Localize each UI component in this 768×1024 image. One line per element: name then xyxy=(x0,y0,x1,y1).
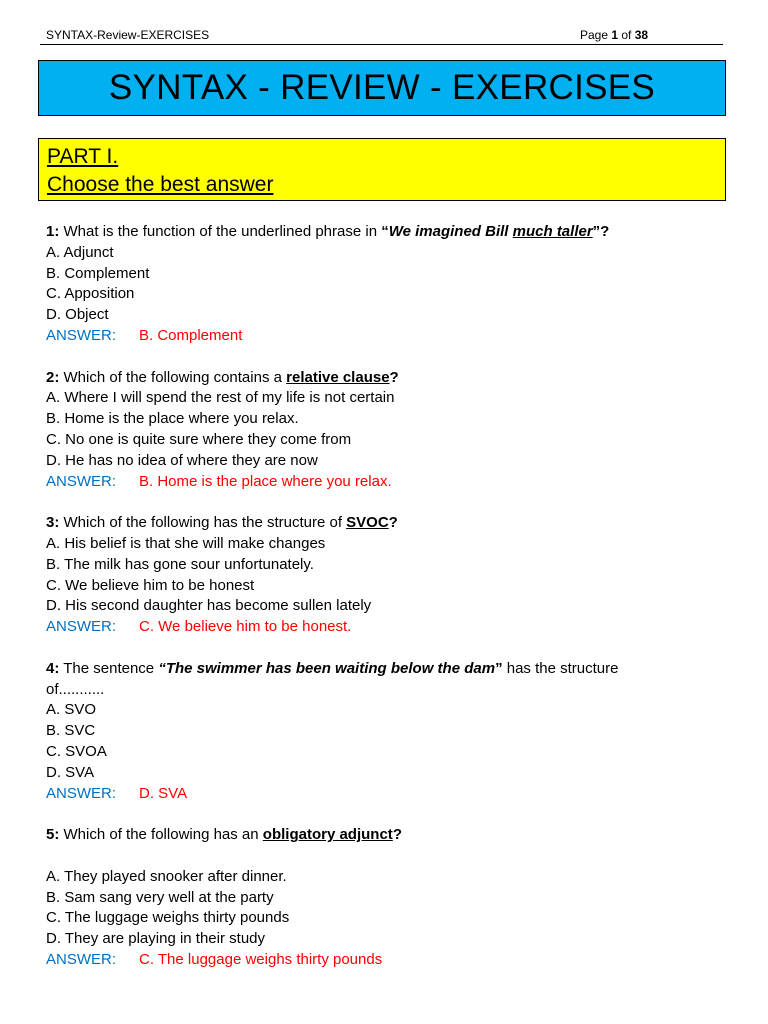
question-4 xyxy=(46,659,726,805)
option-b: B. Home is the place where you relax. xyxy=(46,410,299,428)
option-a: A. Adjunct xyxy=(46,243,114,261)
question-1 xyxy=(46,222,726,347)
title-banner xyxy=(38,60,726,116)
quote-close: ”? xyxy=(592,223,610,240)
answer-value: C. The luggage weighs thirty pounds xyxy=(139,950,383,968)
question-stem xyxy=(46,222,726,243)
question-number: 2: xyxy=(46,368,60,386)
question-2 xyxy=(46,368,726,493)
question-mark: ? xyxy=(392,826,402,844)
page-prefix: Page xyxy=(580,28,612,42)
answer-label: ANSWER: xyxy=(46,326,117,344)
answer-value: C. We believe him to be honest. xyxy=(139,618,352,636)
answer-label: ANSWER: xyxy=(46,950,117,968)
option-c: C. The luggage weighs thirty pounds xyxy=(46,909,290,927)
question-number: 5: xyxy=(46,826,60,844)
page-total: 38 xyxy=(634,28,649,42)
header-doc-title: SYNTAX-Review-EXERCISES xyxy=(46,28,210,42)
option-a: A. His belief is that she will make changes xyxy=(46,534,326,552)
question-text: What is the function of the underlined phrase in xyxy=(59,223,382,240)
question-list xyxy=(46,222,726,971)
part-label: PART I. xyxy=(47,145,119,168)
option-d: D. He has no idea of where they are now xyxy=(46,451,318,469)
question-keyword: obligatory adjunct xyxy=(262,826,393,844)
option-b: B. SVC xyxy=(46,722,96,740)
question-stem xyxy=(46,368,726,389)
question-5 xyxy=(46,825,726,971)
quote-open: “ xyxy=(381,223,389,240)
answer-value: D. SVA xyxy=(139,784,188,802)
option-c: C. We believe him to be honest xyxy=(46,576,255,594)
answer-label: ANSWER: xyxy=(46,784,117,802)
option-c: C. SVOA xyxy=(46,742,107,760)
answer-value: B. Home is the place where you relax. xyxy=(139,472,392,490)
option-a: A. They played snooker after dinner. xyxy=(46,867,287,885)
option-d: D. Object xyxy=(46,306,109,324)
option-a: A. SVO xyxy=(46,701,97,719)
part-banner xyxy=(38,138,726,201)
option-d: D. They are playing in their study xyxy=(46,930,266,948)
answer-label: ANSWER: xyxy=(46,472,117,490)
option-b: B. Sam sang very well at the party xyxy=(46,888,274,906)
question-mark: ? xyxy=(389,368,399,386)
question-continuation: of........... xyxy=(46,680,105,698)
question-keyword: SVOC xyxy=(346,514,389,532)
question-text: Which of the following has the structure of xyxy=(59,514,347,532)
option-d: D. SVA xyxy=(46,763,95,781)
question-stem xyxy=(46,659,726,680)
underlined-phrase: much taller xyxy=(512,223,593,240)
option-d: D. His second daughter has become sullen lately xyxy=(46,597,372,615)
question-text-after: has the structure xyxy=(502,659,619,677)
quoted-sentence: We imagined Bill xyxy=(388,223,513,240)
answer-line xyxy=(46,472,726,493)
option-b: B. The milk has gone sour unfortunately. xyxy=(46,555,314,573)
question-text: Which of the following has an xyxy=(59,826,263,844)
question-number: 4: xyxy=(46,659,60,677)
answer-line xyxy=(46,326,726,347)
answer-line xyxy=(46,617,726,638)
question-stem xyxy=(46,513,726,534)
question-number: 3: xyxy=(46,514,60,532)
answer-label: ANSWER: xyxy=(46,618,117,636)
answer-line xyxy=(46,950,726,971)
question-number: 1: xyxy=(46,223,60,240)
header-page-number xyxy=(580,28,648,42)
question-mark: ? xyxy=(388,514,398,532)
question-text: Which of the following contains a xyxy=(59,368,287,386)
question-text: The sentence xyxy=(59,659,159,677)
quote-close: ” xyxy=(495,659,503,677)
question-stem xyxy=(46,825,726,846)
answer-line xyxy=(46,784,726,805)
option-b: B. Complement xyxy=(46,264,150,282)
option-c: C. No one is quite sure where they come from xyxy=(46,430,352,448)
question-3 xyxy=(46,513,726,638)
page-current: 1 xyxy=(611,28,619,42)
answer-value: B. Complement xyxy=(139,326,243,344)
question-keyword: relative clause xyxy=(286,368,390,386)
page-title: SYNTAX - REVIEW - EXERCISES xyxy=(108,68,656,107)
page-header xyxy=(40,27,723,45)
quoted-sentence: “The swimmer has been waiting below the dam xyxy=(158,659,496,677)
option-a: A. Where I will spend the rest of my life is not certain xyxy=(46,389,395,407)
page-of: of xyxy=(618,28,635,42)
part-instruction: Choose the best answer xyxy=(47,173,274,196)
option-c: C. Apposition xyxy=(46,285,135,303)
